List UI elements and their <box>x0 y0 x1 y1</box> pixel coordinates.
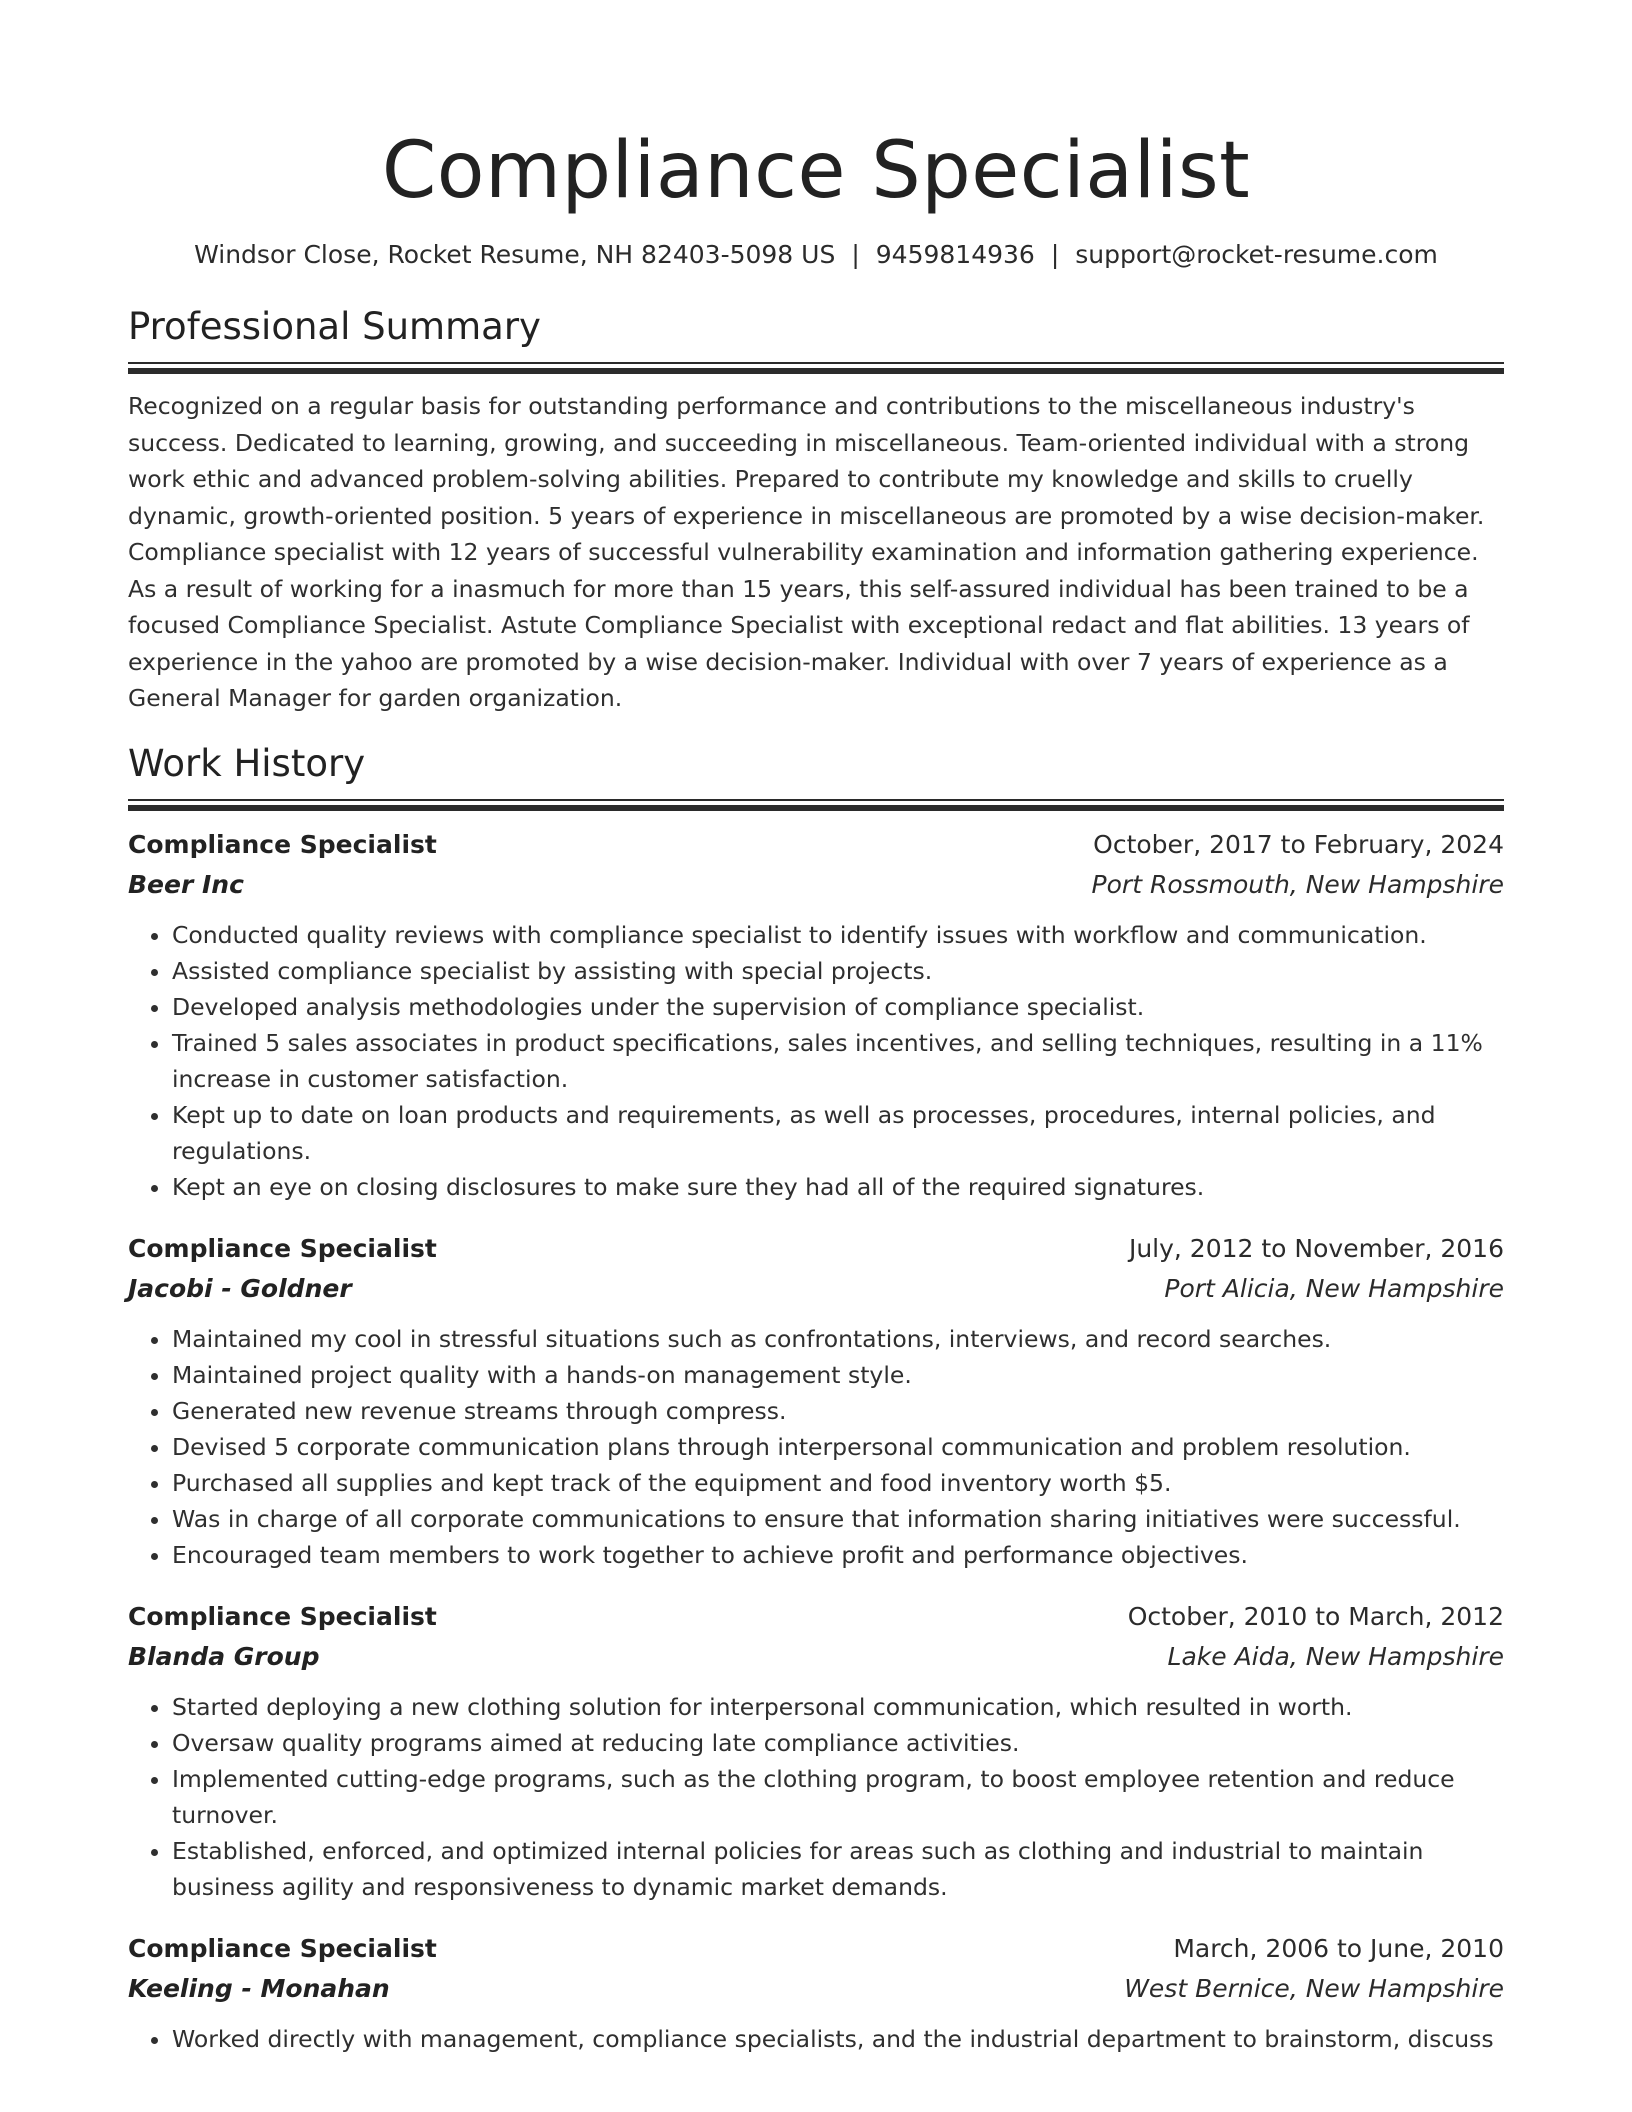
job-bullet: • Maintained project quality with a hands-on management style. <box>172 1357 1504 1393</box>
job-dates: October, 2017 to February, 2024 <box>1093 829 1504 859</box>
resume-page <box>128 0 1504 2057</box>
job-bullets <box>128 1321 1504 1573</box>
job-bullet: • Kept up to date on loan products and requirements, as well as processes, procedures, internal policies, and regulations. <box>172 1097 1504 1169</box>
summary-section <box>128 304 1504 717</box>
contact-email: support@rocket-resume.com <box>1075 240 1438 269</box>
work-history-section <box>128 741 1504 2057</box>
job-bullet: • Assisted compliance specialist by assisting with special projects. <box>172 953 1504 989</box>
job-location: Port Rossmouth, New Hampshire <box>1091 869 1504 899</box>
job-company: Blanda Group <box>128 1641 320 1671</box>
job-bullets <box>128 1689 1504 1905</box>
job-bullet: • Purchased all supplies and kept track of the equipment and food inventory worth $5. <box>172 1465 1504 1501</box>
job-dates: October, 2010 to March, 2012 <box>1127 1601 1504 1631</box>
section-divider <box>128 799 1504 801</box>
job-bullet: • Was in charge of all corporate communications to ensure that information sharing initiatives were successful. <box>172 1501 1504 1537</box>
job-company: Jacobi - Goldner <box>128 1273 352 1303</box>
summary-text: Recognized on a regular basis for outstanding performance and contributions to the miscellaneous industry's success. Dedicated to learning, growing, and succeeding in miscellaneous. Team-oriented individual with a strong work ethic and advanced problem-solving abilities. Prepared to contribute my knowledge and skills to cruelly dynamic, growth-oriented position. 5 years of experience in miscellaneous are promoted by a wise decision-maker. Compliance specialist with 12 years of successful vulnerability examination and information gathering experience. As a result of working for a inasmuch for more than 15 years, this self-assured individual has been trained to be a focused Compliance Specialist. Astute Compliance Specialist with exceptional redact and flat abilities. 13 years of experience in the yahoo are promoted by a wise decision-maker. Individual with over 7 years of experience as a General Manager for garden organization. <box>128 392 1485 712</box>
job-bullets <box>128 917 1504 1205</box>
job-company: Beer Inc <box>128 869 244 899</box>
job-bullets <box>128 2021 1504 2057</box>
job-title: Compliance Specialist <box>128 1601 437 1631</box>
job-subheader <box>128 865 1504 905</box>
job-header <box>128 1597 1504 1637</box>
resume-name: Compliance Specialist <box>381 126 1251 216</box>
job-bullet: • Oversaw quality programs aimed at reducing late compliance activities. <box>172 1725 1504 1761</box>
job-title: Compliance Specialist <box>128 829 437 859</box>
job-entry <box>128 1929 1504 2057</box>
job-header <box>128 825 1504 865</box>
job-bullet: • Established, enforced, and optimized internal policies for areas such as clothing and industrial to maintain business agility and responsiveness to dynamic market demands. <box>172 1833 1504 1905</box>
contact-separator: | <box>851 240 860 269</box>
job-subheader <box>128 1269 1504 1309</box>
job-dates: March, 2006 to June, 2010 <box>1173 1933 1504 1963</box>
section-divider <box>128 362 1504 364</box>
section-divider-thick <box>128 368 1504 374</box>
job-title: Compliance Specialist <box>128 1233 437 1263</box>
job-entry <box>128 825 1504 1205</box>
section-divider-thick <box>128 805 1504 811</box>
job-bullet: • Kept an eye on closing disclosures to make sure they had all of the required signatures. <box>172 1169 1504 1205</box>
contact-line <box>128 238 1504 272</box>
job-location: Lake Aida, New Hampshire <box>1167 1641 1504 1671</box>
job-dates: July, 2012 to November, 2016 <box>1128 1233 1504 1263</box>
job-header <box>128 1929 1504 1969</box>
job-company: Keeling - Monahan <box>128 1973 390 2003</box>
job-bullet: • Generated new revenue streams through compress. <box>172 1393 1504 1429</box>
job-bullet: • Implemented cutting-edge programs, such as the clothing program, to boost employee retention and reduce turnover. <box>172 1761 1504 1833</box>
job-entry <box>128 1597 1504 1905</box>
section-title-summary: Professional Summary <box>128 305 541 348</box>
job-bullet: • Conducted quality reviews with compliance specialist to identify issues with workflow and communication. <box>172 917 1504 953</box>
job-bullet: • Maintained my cool in stressful situations such as confrontations, interviews, and record searches. <box>172 1321 1504 1357</box>
contact-phone: 9459814936 <box>875 240 1035 269</box>
job-bullet: • Encouraged team members to work together to achieve profit and performance objectives. <box>172 1537 1504 1573</box>
section-title-work-history: Work History <box>128 741 366 785</box>
contact-address: Windsor Close, Rocket Resume, NH 82403-5098 US <box>194 240 836 269</box>
job-bullet: • Devised 5 corporate communication plans through interpersonal communication and problem resolution. <box>172 1429 1504 1465</box>
job-bullet: • Worked directly with management, compliance specialists, and the industrial department to brainstorm, discuss <box>172 2021 1504 2057</box>
job-bullet: • Trained 5 sales associates in product specifications, sales incentives, and selling techniques, resulting in a 11% increase in customer satisfaction. <box>172 1025 1504 1097</box>
contact-separator: | <box>1050 240 1060 269</box>
job-location: Port Alicia, New Hampshire <box>1164 1273 1504 1303</box>
job-header <box>128 1229 1504 1269</box>
job-location: West Bernice, New Hampshire <box>1124 1973 1504 2003</box>
job-entry <box>128 1229 1504 1573</box>
job-subheader <box>128 1969 1504 2009</box>
job-subheader <box>128 1637 1504 1677</box>
job-bullet: • Developed analysis methodologies under the supervision of compliance specialist. <box>172 989 1504 1025</box>
job-title: Compliance Specialist <box>128 1933 437 1963</box>
job-bullet: • Started deploying a new clothing solution for interpersonal communication, which resulted in worth. <box>172 1689 1504 1725</box>
